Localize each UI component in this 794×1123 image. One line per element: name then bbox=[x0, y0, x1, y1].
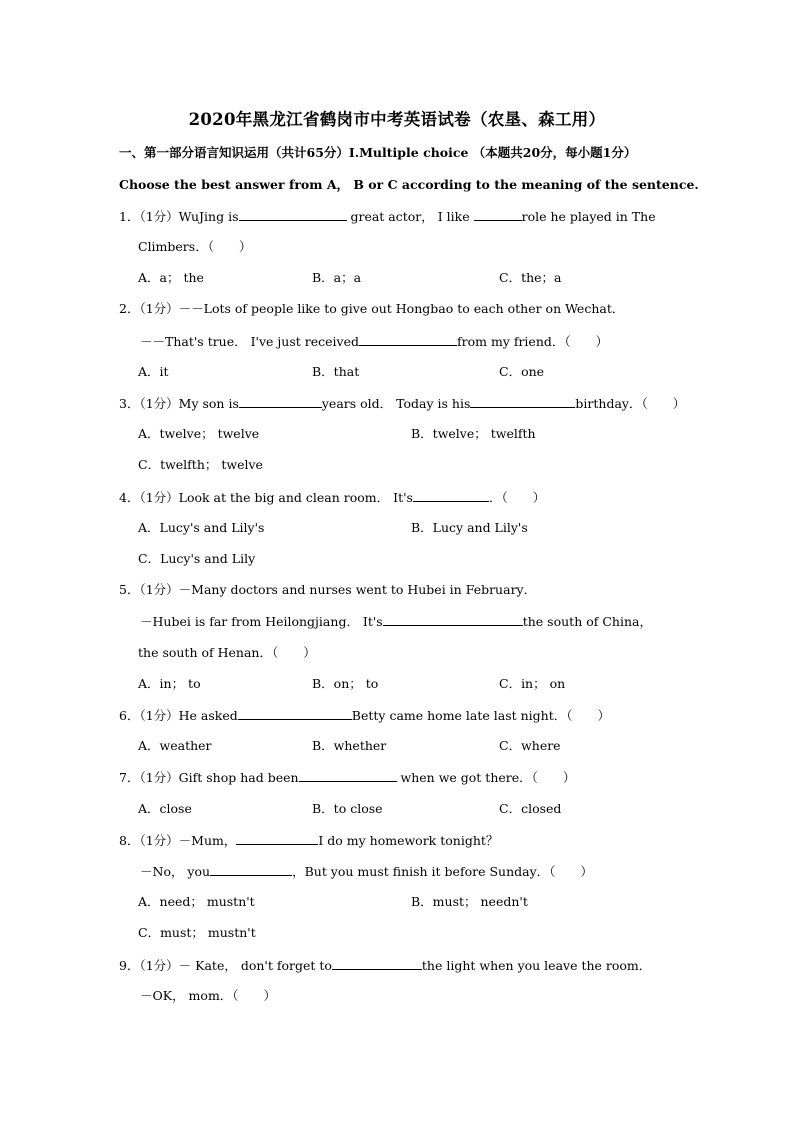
question-8-text-d: ，But you must finish it before Sunday．（ ） bbox=[292, 864, 593, 879]
question-6-text-b: Betty came home late last night．（ ） bbox=[351, 708, 611, 723]
question-1-line-2: Climbers．（ ） bbox=[138, 239, 252, 254]
question-3-text-a: 3．（1分）My son is bbox=[119, 396, 239, 411]
question-4-option-c: C．Lucy's and Lily bbox=[138, 551, 256, 566]
question-6-blank bbox=[238, 707, 352, 720]
question-3-option-b: B．twelve； twelfth bbox=[411, 426, 536, 441]
question-6-option-c: C．where bbox=[499, 738, 561, 753]
question-7-blank bbox=[299, 769, 397, 782]
question-2-line-1: 2．（1分）－－Lots of people like to give out Hongbao to each other on Wechat． bbox=[119, 301, 625, 316]
question-8-line-2 bbox=[140, 863, 593, 880]
question-1-text-b: great actor， I like bbox=[346, 209, 474, 224]
question-8-option-a: A．need； mustn't bbox=[138, 894, 255, 909]
question-7-line-1 bbox=[119, 769, 575, 786]
question-1-blank-1 bbox=[239, 208, 347, 221]
question-6-text-a: 6．（1分）He asked bbox=[119, 708, 238, 723]
section-instruction: Choose the best answer from A， B or C according to the meaning of the sentence. bbox=[119, 177, 699, 192]
question-6-option-b: B．whether bbox=[312, 738, 387, 753]
question-3-text-c: birthday．（ ） bbox=[575, 396, 686, 411]
question-5-option-c: C．in； on bbox=[499, 676, 566, 691]
question-8-blank-2 bbox=[210, 863, 292, 876]
question-7-text-a: 7．（1分）Gift shop had been bbox=[119, 770, 299, 785]
question-3-blank-2 bbox=[470, 395, 575, 408]
question-8-blank-1 bbox=[236, 832, 318, 845]
question-2-text-a: －－That's true． I've just received bbox=[140, 334, 359, 349]
question-9-line-2: －OK， mom．（ ） bbox=[140, 988, 277, 1003]
question-3-text-b: years old． Today is his bbox=[321, 396, 471, 411]
question-5-text-a: －Hubei is far from Heilongjiang． It's bbox=[140, 614, 383, 629]
question-7-option-a: A．close bbox=[138, 801, 192, 816]
question-2-option-a: A．it bbox=[138, 364, 169, 379]
question-5-line-2 bbox=[140, 613, 652, 630]
question-2-line-2 bbox=[140, 333, 608, 350]
question-1-option-b: B．a；a bbox=[312, 270, 362, 285]
page-title: 2020年黑龙江省鹤岗市中考英语试卷（农垦、森工用） bbox=[188, 110, 606, 129]
question-1-line-1 bbox=[119, 208, 656, 225]
question-8-option-b: B．must； needn't bbox=[411, 894, 528, 909]
question-3-blank-1 bbox=[239, 395, 322, 408]
question-5-text-b: the south of China， bbox=[522, 614, 652, 629]
question-9-line-1 bbox=[119, 957, 651, 974]
question-2-option-b: B．that bbox=[312, 364, 360, 379]
question-3-line-1 bbox=[119, 395, 685, 412]
question-7-text-b: when we got there．（ ） bbox=[396, 770, 576, 785]
question-5-line-1: 5．（1分）－Many doctors and nurses went to Hubei in February． bbox=[119, 582, 537, 597]
question-1-option-c: C．the；a bbox=[499, 270, 562, 285]
question-2-text-b: from my friend．（ ） bbox=[456, 334, 609, 349]
question-1-text-a: 1．（1分）WuJing is bbox=[119, 209, 239, 224]
question-1-option-a: A．a； the bbox=[138, 270, 204, 285]
question-6-option-a: A．weather bbox=[138, 738, 212, 753]
section-heading: 一、第一部分语言知识运用（共计65分）I.Multiple choice （本题共20分，每小题1分） bbox=[119, 145, 637, 160]
question-4-option-b: B．Lucy and Lily's bbox=[411, 520, 528, 535]
question-6-line-1 bbox=[119, 707, 610, 724]
question-8-text-c: －No， you bbox=[140, 864, 211, 879]
question-1-blank-2 bbox=[474, 208, 522, 221]
question-2-option-c: C．one bbox=[499, 364, 545, 379]
question-1-text-c: role he played in The bbox=[521, 209, 656, 224]
question-5-line-3: the south of Henan．（ ） bbox=[138, 645, 316, 660]
question-8-text-b: I do my homework tonight？ bbox=[318, 833, 499, 848]
question-2-blank bbox=[359, 333, 457, 346]
question-8-line-1 bbox=[119, 832, 498, 849]
question-8-option-c: C．must； mustn't bbox=[138, 925, 256, 940]
question-4-option-a: A．Lucy's and Lily's bbox=[138, 520, 265, 535]
question-3-option-c: C．twelfth； twelve bbox=[138, 457, 263, 472]
question-5-blank bbox=[383, 613, 523, 626]
question-4-text-a: 4．（1分）Look at the big and clean room． It's bbox=[119, 490, 413, 505]
question-9-text-b: the light when you leave the room． bbox=[421, 958, 652, 973]
question-9-text-a: 9．（1分）－ Kate， don't forget to bbox=[119, 958, 332, 973]
question-8-text-a: 8．（1分）－Mum， bbox=[119, 833, 237, 848]
question-5-option-b: B．on； to bbox=[312, 676, 379, 691]
question-4-text-b: ．（ ） bbox=[488, 490, 546, 505]
question-4-line-1 bbox=[119, 489, 545, 506]
question-9-blank bbox=[332, 957, 422, 970]
question-5-option-a: A．in； to bbox=[138, 676, 201, 691]
question-3-option-a: A．twelve； twelve bbox=[138, 426, 260, 441]
question-7-option-b: B．to close bbox=[312, 801, 383, 816]
question-4-blank bbox=[413, 489, 489, 502]
question-7-option-c: C．closed bbox=[499, 801, 562, 816]
